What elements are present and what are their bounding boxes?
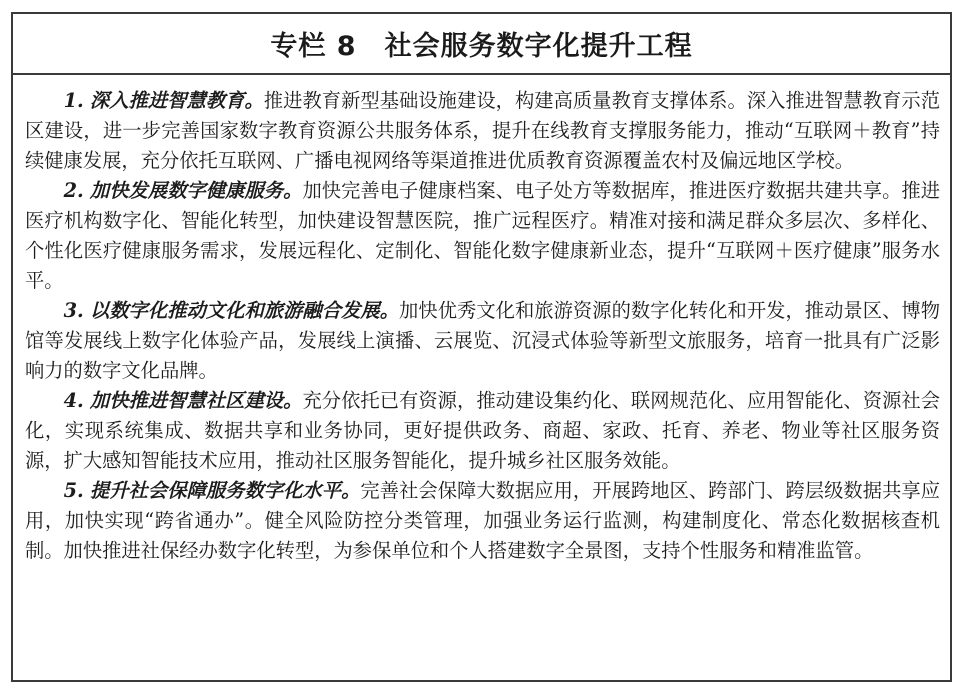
column-body <box>13 75 950 566</box>
item-heading: 提升社会保障服务数字化水平。 <box>89 479 361 502</box>
item-number: 2. <box>63 179 84 202</box>
list-item <box>25 386 940 476</box>
list-item <box>25 176 940 296</box>
item-heading: 加快发展数字健康服务。 <box>89 179 303 202</box>
list-item <box>25 296 940 386</box>
column-label: 专栏 8 <box>270 31 357 62</box>
item-heading: 加快推进智慧社区建设。 <box>89 389 303 412</box>
item-number: 1. <box>63 89 84 112</box>
item-text: 加快优秀文化和旅游资源的数字化转化和开发，推动景区、博物馆等发展线上数字化体验产品，发展线上演播、云展览、沉浸式体验等新型文旅服务，培育一批具有广泛影响力的数字文化品牌。 <box>25 299 940 382</box>
item-number: 4. <box>63 389 84 412</box>
item-heading: 以数字化推动文化和旅游融合发展。 <box>89 299 400 322</box>
column-box <box>11 12 952 682</box>
list-item <box>25 86 940 176</box>
item-number: 3. <box>63 299 84 322</box>
item-text: 推进教育新型基础设施建设，构建高质量教育支撑体系。深入推进智慧教育示范区建设，进一步完善国家数字教育资源公共服务体系，提升在线教育支撑服务能力，推动“互联网＋教育”持续健康发展，充分依托互联网、广播电视网络等渠道推进优质教育资源覆盖农村及偏远地区学校。 <box>25 89 940 172</box>
item-number: 5. <box>63 479 84 502</box>
column-header <box>13 14 950 75</box>
item-text: 加快完善电子健康档案、电子处方等数据库，推进医疗数据共建共享。推进医疗机构数字化、智能化转型，加快建设智慧医院，推广远程医疗。精准对接和满足群众多层次、多样化、个性化医疗健康服务需求，发展远程化、定制化、智能化数字健康新业态，提升“互联网＋医疗健康”服务水平。 <box>25 179 940 292</box>
list-item <box>25 476 940 566</box>
item-heading: 深入推进智慧教育。 <box>89 89 264 112</box>
item-text: 完善社会保障大数据应用，开展跨地区、跨部门、跨层级数据共享应用，加快实现“跨省通办”。健全风险防控分类管理，加强业务运行监测，构建制度化、常态化数据核查机制。加快推进社保经办数字化转型，为参保单位和个人搭建数字全景图，支持个性服务和精准监管。 <box>25 479 940 562</box>
column-title: 社会服务数字化提升工程 <box>384 31 693 62</box>
item-text: 充分依托已有资源，推动建设集约化、联网规范化、应用智能化、资源社会化，实现系统集成、数据共享和业务协同，更好提供政务、商超、家政、托育、养老、物业等社区服务资源，扩大感知智能技术应用，推动社区服务智能化，提升城乡社区服务效能。 <box>25 389 940 472</box>
